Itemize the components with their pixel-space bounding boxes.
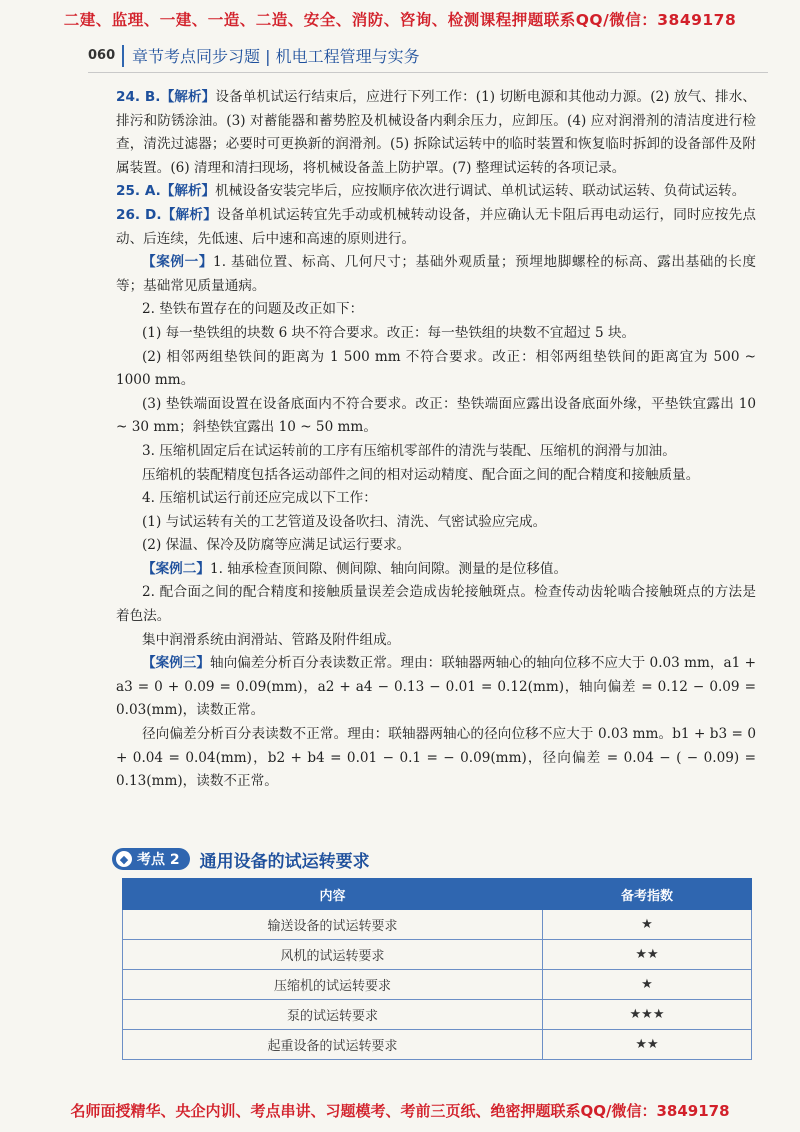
analysis-tag: 【解析】 — [161, 206, 218, 223]
table-row — [123, 910, 752, 940]
answer-text: 设备单机试运转宜先手动或机械转动设备，并应确认无卡阻后再电动运行，同时应按先点动、后连续，先低速、后中速和高速的原则进行。 — [116, 206, 757, 247]
table-row — [123, 1000, 752, 1030]
case2-p2: 2. 配合面之间的配合精度和接触质量误差会造成齿轮接触斑点。检查传动齿轮啮合接触斑点的方法是着色法。 — [116, 584, 756, 625]
answer-number: 24. B. — [116, 89, 161, 105]
case2-p1 — [116, 558, 756, 582]
top-promo-banner: 二建、监理、一建、一造、二造、安全、消防、咨询、检测课程押题联系QQ/微信：3849178 — [63, 11, 737, 29]
main-content — [116, 86, 756, 794]
answer-26 — [116, 204, 756, 251]
case1-p9: (1) 与试运转有关的工艺管道及设备吹扫、清洗、气密试验应完成。 — [142, 513, 547, 530]
case1-p3: (1) 每一垫铁组的块数 6 块不符合要求。改正：每一垫铁组的块数不宜超过 5 块。 — [142, 324, 636, 341]
answer-25 — [116, 180, 756, 204]
section-marker-icon: ◆ — [116, 851, 132, 867]
case1-p1 — [116, 251, 756, 298]
case2-tag: 【案例二】 — [142, 560, 210, 577]
row-content: 输送设备的试运转要求 — [123, 910, 543, 940]
row-stars: ★★★ — [543, 1000, 752, 1030]
section-heading — [112, 846, 752, 872]
analysis-tag: 【解析】 — [160, 89, 216, 105]
answer-text: 设备单机试运行结束后，应进行下列工作：(1) 切断电源和其他动力源。(2) 放气、排水、排污和防锈涂油。(3) 对蓄能器和蓄势腔及机械设备内剩余压力，应卸压。(4) 应对润滑剂的清洁度进行检查，清洗过滤器；必要时可更换新的润滑剂。(5) 拆除试运转中的临时装置和恢复临时拆卸的设备部件及附属装置。(6) 清理和清扫现场，将机械设备盖上防护罩。(7) 整理试运转的各项记录。 — [116, 89, 757, 176]
case2-text: 1. 轴承检查顶间隙、侧间隙、轴向间隙。测量的是位移值。 — [209, 560, 568, 577]
case3-p2: 径向偏差分析百分表读数不正常。理由：联轴器两轴心的径向位移不应大于 0.03 mm。b1 + b3 = 0 + 0.04 = 0.04(mm)，b2 + b4 = 0.01 − 0.1 = − 0.09(mm)，径向偏差 = 0.04 − ( − 0.09) = 0.13(mm)，读数不正常。 — [116, 726, 756, 790]
case1-p4: (2) 相邻两组垫铁间的距离为 1 500 mm 不符合要求。改正：相邻两组垫铁间的距离宜为 500 ~ 1000 mm。 — [116, 348, 756, 389]
case1-p8: 4. 压缩机试运行前还应完成以下工作： — [142, 490, 377, 507]
case1-p5: (3) 垫铁端面设置在设备底面内不符合要求。改正：垫铁端面应露出设备底面外缘，平垫铁宜露出 10 ~ 30 mm；斜垫铁宜露出 10 ~ 50 mm。 — [116, 395, 756, 436]
running-title: 章节考点同步习题 | 机电工程管理与实务 — [132, 47, 420, 66]
section-title: 通用设备的试运转要求 — [199, 851, 370, 872]
header-divider — [122, 45, 124, 67]
table-row — [123, 1030, 752, 1060]
case1-p7: 压缩机的装配精度包括各运动部件之间的相对运动精度、配合面之间的配合精度和接触质量。 — [142, 466, 700, 483]
table-row — [123, 970, 752, 1000]
answer-number: 25. A. — [116, 183, 161, 200]
case1-p2: 2. 垫铁布置存在的问题及改正如下： — [142, 301, 364, 318]
row-content: 压缩机的试运转要求 — [123, 970, 543, 1000]
case1-tag: 【案例一】 — [142, 254, 214, 271]
row-content: 风机的试运转要求 — [123, 940, 543, 970]
column-header-index: 备考指数 — [543, 879, 752, 910]
row-stars: ★★ — [543, 1030, 752, 1060]
bottom-promo-banner: 名师面授精华、央企内训、考点串讲、习题模考、考前三页纸、绝密押题联系QQ/微信：3849178 — [70, 1102, 730, 1120]
table-header-row — [123, 879, 752, 910]
row-stars: ★ — [543, 970, 752, 1000]
exam-points-table — [122, 878, 752, 1060]
case3-text: 轴向偏差分析百分表读数正常。理由：联轴器两轴心的轴向位移不应大于 0.03 mm，a1 + a3 = 0 + 0.09 = 0.09(mm)，a2 + a4 − 0.13 − 0.01 = 0.12(mm)，轴向偏差 = 0.12 − 0.09 = 0.03(mm)，读数正常。 — [116, 655, 757, 719]
column-header-content: 内容 — [123, 879, 543, 910]
section-badge-label: 考点 2 — [137, 852, 180, 868]
page-header — [88, 42, 768, 73]
row-stars: ★★ — [543, 940, 752, 970]
analysis-tag: 【解析】 — [160, 183, 216, 200]
answer-24 — [116, 86, 756, 180]
case3-tag: 【案例三】 — [142, 655, 211, 672]
row-stars: ★ — [543, 910, 752, 940]
case2-p3: 集中润滑系统由润滑站、管路及附件组成。 — [142, 631, 401, 648]
case1-text: 1. 基础位置、标高、几何尺寸；基础外观质量；预埋地脚螺栓的标高、露出基础的长度等；基础常见质量通病。 — [116, 254, 757, 294]
row-content: 起重设备的试运转要求 — [123, 1030, 543, 1060]
section-badge — [112, 848, 190, 870]
page-number: 060 — [88, 48, 116, 63]
answer-text: 机械设备安装完毕后，应按顺序依次进行调试、单机试运转、联动试运转、负荷试运转。 — [215, 183, 746, 200]
case3-p1 — [116, 652, 756, 723]
case1-p10: (2) 保温、保冷及防腐等应满足试运行要求。 — [142, 537, 411, 554]
answer-number: 26. D. — [116, 206, 162, 223]
case1-p6: 3. 压缩机固定后在试运转前的工序有压缩机零部件的清洗与装配、压缩机的润滑与加油。 — [142, 442, 676, 459]
table-row — [123, 940, 752, 970]
row-content: 泵的试运转要求 — [123, 1000, 543, 1030]
